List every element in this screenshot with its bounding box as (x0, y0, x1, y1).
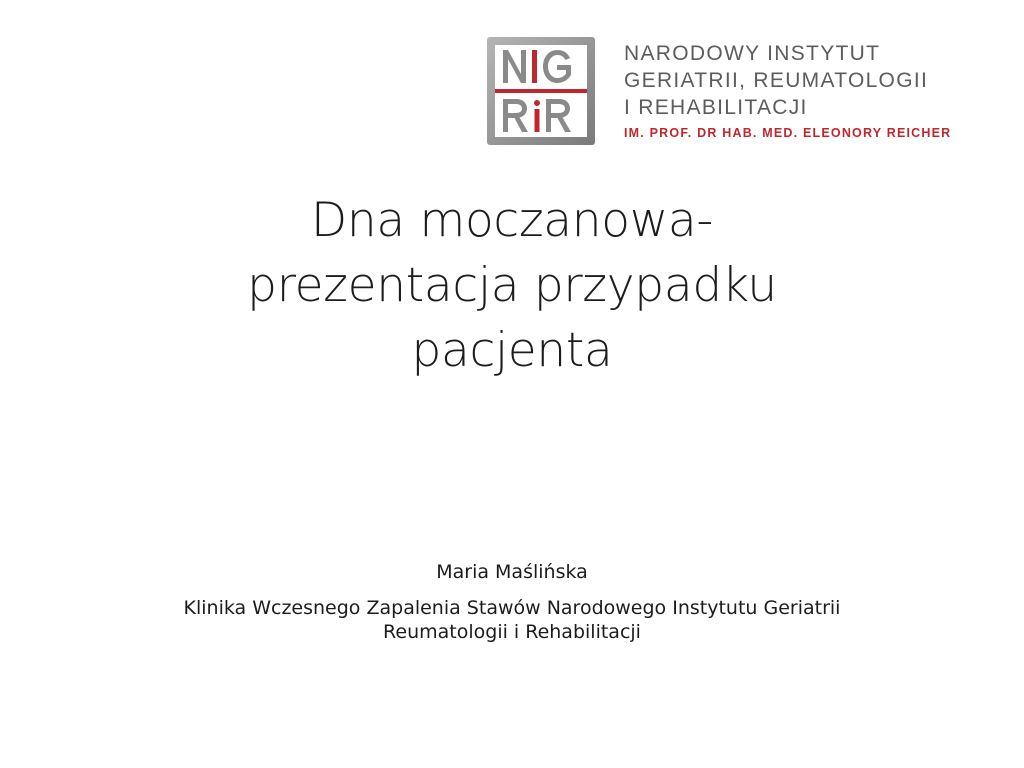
title-line-2: prezentacja przypadku (247, 258, 777, 313)
institute-name (624, 40, 996, 141)
affiliation-line-2: Reumatologii i Rehabilitacji (383, 621, 641, 643)
institute-name-line-1: NARODOWY INSTYTUT (624, 42, 881, 65)
affiliation-line-1: Klinika Wczesnego Zapalenia Stawów Narodowego Instytutu Geriatrii (183, 597, 841, 619)
institute-logo (486, 36, 996, 152)
title-line-3: pacjenta (411, 323, 613, 378)
title-line-1: Dna moczanowa- (310, 193, 714, 248)
slide-title (112, 188, 912, 383)
institute-patron: IM. PROF. DR HAB. MED. ELEONORY REICHER (624, 126, 952, 140)
author-name: Maria Maślińska (436, 561, 588, 583)
nigrir-logo-mark-icon (486, 36, 596, 146)
institute-name-line-3: I REHABILITACJI (624, 96, 808, 119)
institute-name-line-2: GERIATRII, REUMATOLOGII (624, 69, 929, 92)
slide-subtitle (112, 560, 912, 644)
affiliation (112, 596, 912, 644)
